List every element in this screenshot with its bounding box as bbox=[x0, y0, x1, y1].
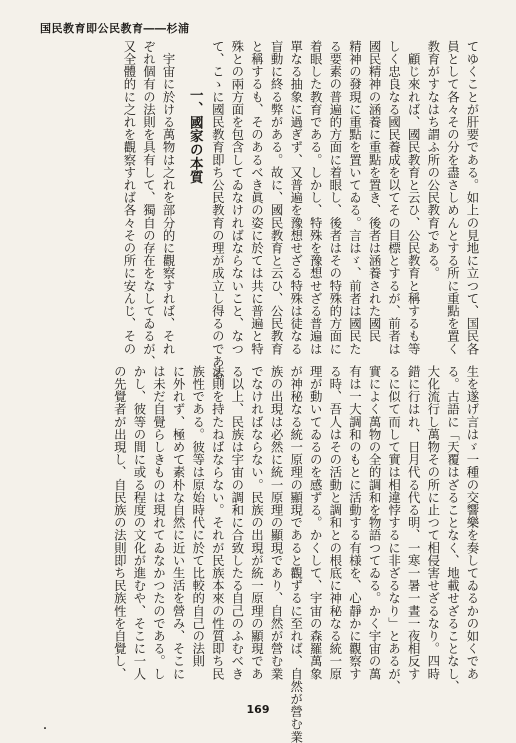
text-line: てゆくことが肝要である。如上の見地に立つて、国民各 bbox=[465, 40, 480, 355]
text-line: 生を遂げ言はゞ一種の交響樂を奏してゐるかの如くであ bbox=[465, 365, 480, 680]
text-line: に外れず、極めて素朴な自然に近い生活を營み、そこに bbox=[171, 365, 187, 680]
text-line: の先覺者が出現し、自民族の法則即ち民族性を自覺し、 bbox=[112, 365, 128, 680]
text-line: 精神の發現に重點を置いてゐる。言はゞ、前者は國民た bbox=[347, 40, 363, 355]
text-line: 錯に行はれ、日月代る代る明、一寒一暑一晝一夜相反す bbox=[406, 365, 422, 680]
text-line: 顧じ來れば、國民教育と云ひ、公民教育と稱するも等 bbox=[406, 40, 422, 355]
text-line: 法則を持たねばならない。それが民族本來の性質即ち民 bbox=[210, 365, 226, 680]
text-line: 盲動に終る弊がある。故に、國民教育と云ひ、公民教育 bbox=[269, 40, 285, 355]
text-line: でなければならない。民族の出現が統一原理の顯現であ bbox=[249, 365, 265, 680]
section-heading: 一、國家の本質 bbox=[186, 88, 203, 184]
text-line: 族性である。彼等は原始時代に於て比較的自己の法則 bbox=[190, 365, 206, 668]
text-line: るに似て而して實は相違悖するに非ざるなり」とあるが、 bbox=[386, 365, 402, 693]
text-line: 教育がすなはち謂ふ所の公民教育である。 bbox=[425, 40, 441, 280]
text-line: 實によく萬物の全的調和を物語つてゐる。かく宇宙の萬 bbox=[367, 365, 383, 680]
text-line: 有は一大調和のもとに活動する有様を、心靜かに觀察す bbox=[347, 365, 363, 680]
text-line: 又全體的に之れを觀察すれば各々その所に安んじ、その bbox=[121, 40, 137, 355]
text-line: 單なる抽象に過ぎず、又普遍を豫想せざる特殊は徒なる bbox=[288, 40, 304, 355]
text-line: る時、吾人はその活動と調和との根底に神秘なる統一原 bbox=[327, 365, 343, 680]
text-line: しく忠良なる國民養成を以てその目標とするが、前者は bbox=[386, 40, 402, 355]
text-line: 殊との兩方面を包含してゐなければならないこと、なつ bbox=[229, 40, 245, 355]
text-line: 族の出現は必然に統一原理の顯現であり、自然が營む業 bbox=[269, 365, 285, 680]
text-line: 大化流行し萬物その所に止つて相侵害せざるなり。四時 bbox=[425, 365, 441, 680]
running-title: 国民教育即公民教育――杉浦 bbox=[40, 22, 190, 35]
text-line: る。古語に「天覆はざることなく、地載せざることなし、 bbox=[445, 365, 461, 693]
text-line: る以上、民族は宇宙の調和に合致したる自己のふむべき bbox=[229, 365, 245, 680]
text-line: 理が動いてゐるのを感ずる。かくして、宇宙の森羅萬象 bbox=[308, 365, 324, 680]
text-line: 宇宙に於ける萬物は之れを部分的に觀察すれば、それ bbox=[161, 40, 177, 355]
text-line: と稱するも、そのあるべき眞の姿に於ては共に普遍と特 bbox=[249, 40, 265, 355]
text-line: る要素の普遍的方面に着眼し、後者はその特殊的方面に bbox=[327, 40, 343, 355]
text-line: ぞれ個有の法則を具有して、獨自の存在をなしてゐるが、 bbox=[141, 40, 157, 368]
text-line: が神秘なる統一原理の顯現であると觀ずるに至れば、自然が營む業 bbox=[288, 365, 304, 743]
page-number: 169 bbox=[246, 703, 270, 716]
text-line: 國民精神の涵養に重點を置き、後者は涵養された國民 bbox=[367, 40, 383, 343]
text-line: かし、彼等の間に或る程度の文化が進むや、そこに一人 bbox=[131, 365, 147, 680]
upper-text-block bbox=[119, 40, 482, 393]
text-line: て、こゝに國民教育即ち公民教育の理が成立し得るのである。 bbox=[210, 40, 226, 393]
text-line: は未だ自覺らしきものは現れてゐなかつたのである。し bbox=[151, 365, 167, 680]
footer-mark: ・ bbox=[40, 724, 50, 735]
text-line: 員として各々その分を盡さしめんとする所に重點を置く bbox=[445, 40, 461, 355]
text-line: 着眼した教育である。しかし、特殊を豫想せざる普遍は bbox=[308, 40, 324, 355]
